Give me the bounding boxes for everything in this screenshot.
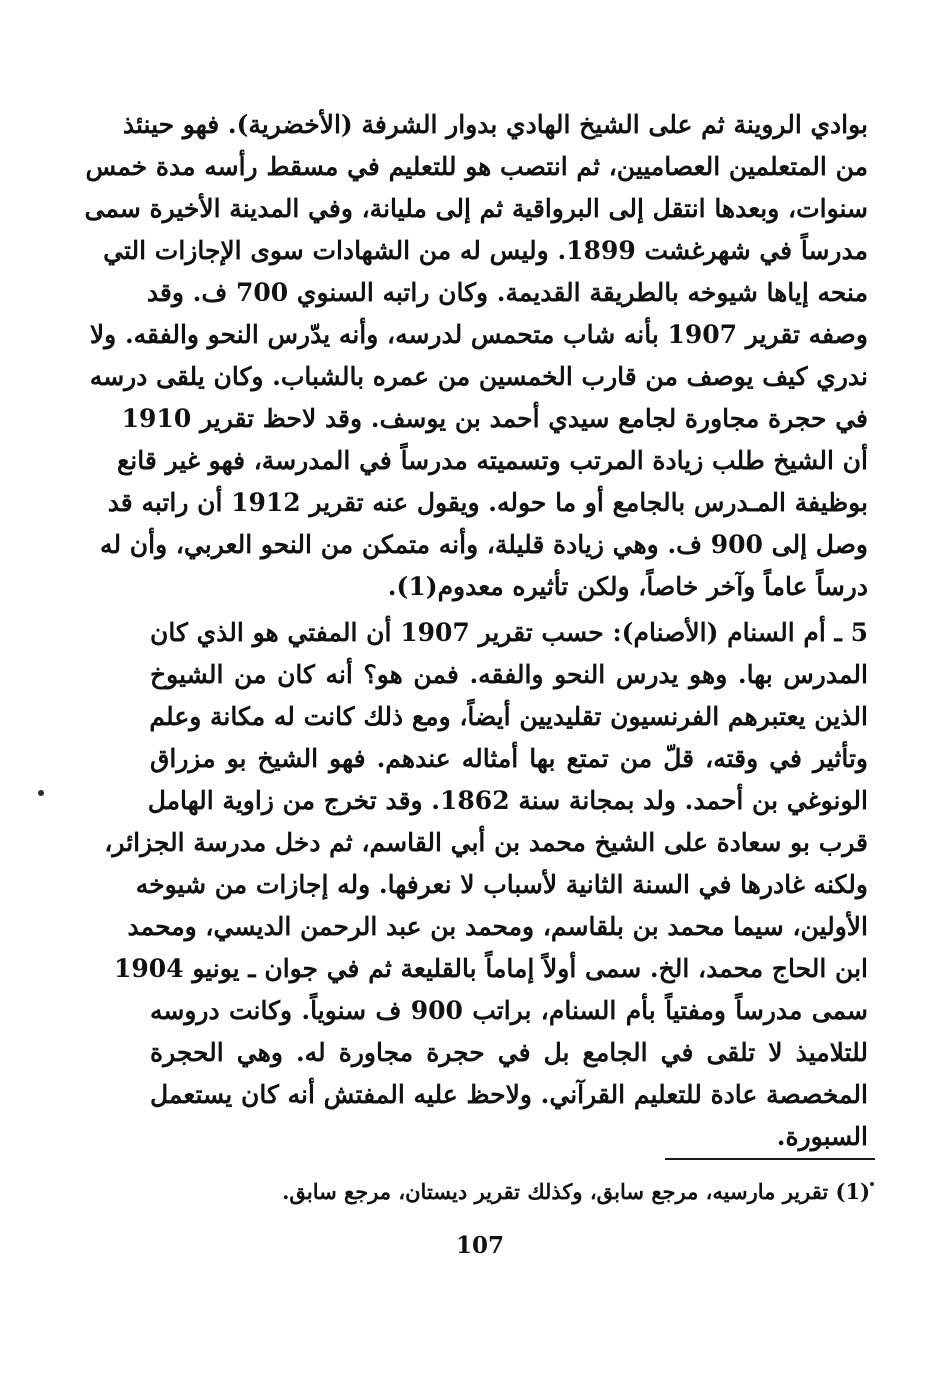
text-line: المدرس بها. وهو يدرس النحو والفقه. فمن هو؟ أنه كان من الشيوخ xyxy=(150,660,868,689)
section-first-line xyxy=(150,612,868,654)
text-line: وتأثير في وقته، قلّ من تمتع بها أمثاله عندهم. فهو الشيخ بو مزراق xyxy=(150,744,868,773)
footnote-divider xyxy=(665,1158,875,1160)
text-line: وصل إلى 900 ف. وهي زيادة قليلة، وأنه متمكن من النحو العربي، وأن له xyxy=(100,530,868,559)
text-line: من المتعلمين العصاميين، ثم انتصب هو للتعليم في مسقط رأسه مدة خمس xyxy=(85,152,868,181)
text-line: بوادي الروينة ثم على الشيخ الهادي بدوار الشرفة (الأخضرية). فهو حينئذ xyxy=(122,110,868,139)
text-line: الونوغي بن أحمد. ولد بمجانة سنة 1862. وقد تخرج من زاوية الهامل xyxy=(147,786,868,815)
text-line: السبورة. xyxy=(776,1122,868,1151)
page-number: 107 xyxy=(455,1232,504,1259)
text-line: سمى مدرساً ومفتياً بأم السنام، براتب 900 ف سنوياً. وكانت دروسه xyxy=(150,996,868,1025)
section-heading: 5 ـ أم السنام (الأصنام): xyxy=(612,618,868,647)
text-line: مدرساً في شهرغشت 1899. وليس له من الشهادات سوى الإجازات التي xyxy=(103,236,868,265)
text-line: قرب بو سعادة على الشيخ محمد بن أبي القاسم، ثم دخل مدرسة الجزائر، xyxy=(104,828,868,857)
paragraph-muslim-teacher-miliana xyxy=(84,104,868,608)
text-line: ولكنه غادرها في السنة الثانية لأسباب لا نعرفها. وله إجازات من شيوخه xyxy=(135,870,868,899)
text-line: منحه إياها شيوخه بالطريقة القديمة. وكان راتبه السنوي 700 ف. وقد xyxy=(146,278,868,307)
text-line: بوظيفة المـدرس بالجامع أو ما حوله. ويقول عنه تقرير 1912 أن راتبه قد xyxy=(107,488,868,517)
section-5-umm-al-sinam xyxy=(104,612,868,1158)
text-line: أن الشيخ طلب زيادة المرتب وتسميته مدرساً في المدرسة، فهو غير قانع xyxy=(117,446,868,475)
text-line: الأولين، سيما محمد بن بلقاسم، ومحمد بن عبد الرحمن الديسي، ومحمد xyxy=(127,912,868,941)
text-line: ابن الحاج محمد، الخ. سمى أولاً إماماً بالقليعة ثم في جوان ـ يونيو 1904 xyxy=(114,954,868,983)
text-line: للتلاميذ لا تلقى في الجامع بل في حجرة مجاورة له. وهي الحجرة xyxy=(150,1038,868,1067)
section-first-line-text: حسب تقرير 1907 أن المفتي هو الذي كان xyxy=(150,618,613,647)
scan-speck xyxy=(38,790,44,796)
text-line: ندري كيف يوصف من قارب الخمسين من عمره بالشباب. وكان يلقى درسه xyxy=(89,362,868,391)
text-line: درساً عاماً وآخر خاصاً، ولكن تأثيره معدوم(1). xyxy=(387,572,868,601)
text-line: سنوات، وبعدها انتقل إلى البرواقية ثم إلى مليانة، وفي المدينة الأخيرة سمى xyxy=(84,194,868,223)
text-line: المخصصة عادة للتعليم القرآني. ولاحظ عليه المفتش أنه كان يستعمل xyxy=(150,1080,868,1109)
text-line: وصفه تقرير 1907 بأنه شاب متحمس لدرسه، وأنه يدّرس النحو والفقه. ولا xyxy=(89,320,868,349)
scan-speck xyxy=(870,1182,874,1186)
footnote: (1) تقرير مارسيه، مرجع سابق، وكذلك تقرير ديستان، مرجع سابق. xyxy=(282,1179,870,1204)
text-line: الذين يعتبرهم الفرنسيون تقليديين أيضاً، ومع ذلك كانت له مكانة وعلم xyxy=(149,702,868,731)
text-line: في حجرة مجاورة لجامع سيدي أحمد بن يوسف. وقد لاحظ تقرير 1910 xyxy=(121,404,868,433)
